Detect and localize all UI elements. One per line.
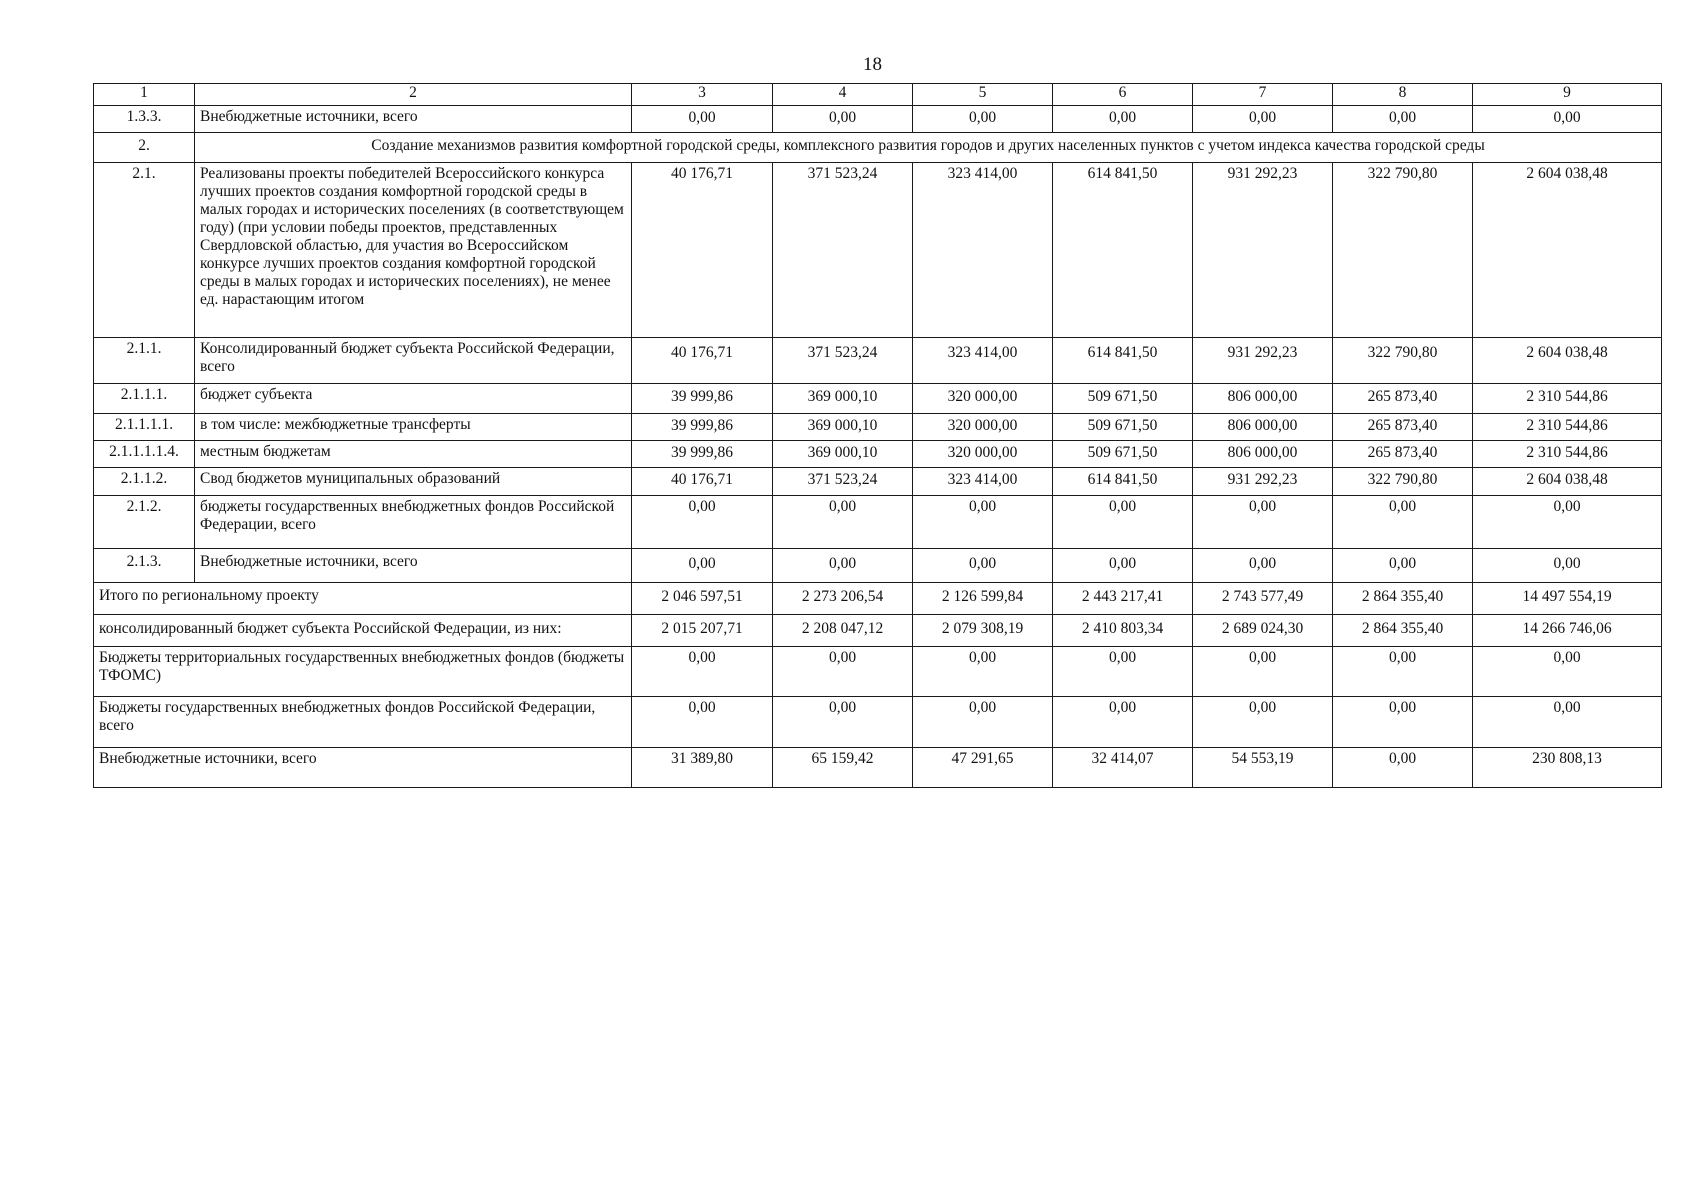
value-cell: 931 292,23 <box>1193 468 1333 496</box>
value-cell: 0,00 <box>1473 647 1662 697</box>
value-cell: 32 414,07 <box>1053 748 1193 788</box>
value-cell: 0,00 <box>773 647 913 697</box>
value-cell: 320 000,00 <box>913 384 1053 414</box>
value-cell: 2 126 599,84 <box>913 583 1053 615</box>
row-name: Реализованы проекты победителей Всероссийского конкурса лучших проектов создания комфортной городской среды в малых городах и исторических поселениях (в соответствующем году) (при условии победы проектов, представленных Свердловской областью, для участия во Всероссийском конкурсе лучших проектов создания комфортной городской среды в малых городах и исторических поселениях), не менее ед. нарастающим итогом <box>195 163 632 338</box>
value-cell: 931 292,23 <box>1193 338 1333 384</box>
value-cell: 806 000,00 <box>1193 441 1333 468</box>
table-row <box>94 549 1662 583</box>
row-code: 2.1.2. <box>94 496 195 549</box>
value-cell: 371 523,24 <box>773 468 913 496</box>
row-name: Внебюджетные источники, всего <box>195 106 632 133</box>
value-cell: 39 999,86 <box>632 441 773 468</box>
value-cell: 40 176,71 <box>632 468 773 496</box>
value-cell: 322 790,80 <box>1333 163 1473 338</box>
total-row <box>94 647 1662 697</box>
table-row <box>94 106 1662 133</box>
table-row <box>94 441 1662 468</box>
value-cell: 39 999,86 <box>632 414 773 441</box>
total-name: Итого по региональному проекту <box>94 583 632 615</box>
column-number: 3 <box>632 84 773 106</box>
value-cell: 54 553,19 <box>1193 748 1333 788</box>
column-number: 9 <box>1473 84 1662 106</box>
value-cell: 806 000,00 <box>1193 414 1333 441</box>
value-cell: 0,00 <box>1193 647 1333 697</box>
value-cell: 0,00 <box>913 496 1053 549</box>
column-number: 6 <box>1053 84 1193 106</box>
total-name: Внебюджетные источники, всего <box>94 748 632 788</box>
value-cell: 2 689 024,30 <box>1193 615 1333 647</box>
value-cell: 614 841,50 <box>1053 338 1193 384</box>
value-cell: 2 743 577,49 <box>1193 583 1333 615</box>
value-cell: 0,00 <box>1053 496 1193 549</box>
value-cell: 14 497 554,19 <box>1473 583 1662 615</box>
value-cell: 2 208 047,12 <box>773 615 913 647</box>
value-cell: 2 604 038,48 <box>1473 468 1662 496</box>
value-cell: 0,00 <box>1193 697 1333 748</box>
value-cell: 369 000,10 <box>773 384 913 414</box>
value-cell: 2 079 308,19 <box>913 615 1053 647</box>
value-cell: 509 671,50 <box>1053 441 1193 468</box>
value-cell: 2 273 206,54 <box>773 583 913 615</box>
total-name: консолидированный бюджет субъекта Российской Федерации, из них: <box>94 615 632 647</box>
section-code: 2. <box>94 133 195 163</box>
column-number: 7 <box>1193 84 1333 106</box>
value-cell: 806 000,00 <box>1193 384 1333 414</box>
row-name: Внебюджетные источники, всего <box>195 549 632 583</box>
total-row <box>94 697 1662 748</box>
value-cell: 0,00 <box>1053 549 1193 583</box>
budget-table-container <box>93 83 1661 788</box>
value-cell: 0,00 <box>773 106 913 133</box>
value-cell: 0,00 <box>1333 748 1473 788</box>
value-cell: 14 266 746,06 <box>1473 615 1662 647</box>
value-cell: 323 414,00 <box>913 338 1053 384</box>
value-cell: 0,00 <box>1473 106 1662 133</box>
value-cell: 0,00 <box>1473 549 1662 583</box>
value-cell: 0,00 <box>1333 697 1473 748</box>
row-name: бюджеты государственных внебюджетных фондов Российской Федерации, всего <box>195 496 632 549</box>
value-cell: 614 841,50 <box>1053 163 1193 338</box>
value-cell: 0,00 <box>1473 697 1662 748</box>
budget-table <box>93 83 1662 788</box>
value-cell: 2 443 217,41 <box>1053 583 1193 615</box>
value-cell: 0,00 <box>1193 106 1333 133</box>
value-cell: 2 864 355,40 <box>1333 615 1473 647</box>
value-cell: 0,00 <box>913 549 1053 583</box>
row-code: 2.1. <box>94 163 195 338</box>
value-cell: 2 410 803,34 <box>1053 615 1193 647</box>
value-cell: 323 414,00 <box>913 163 1053 338</box>
value-cell: 323 414,00 <box>913 468 1053 496</box>
value-cell: 0,00 <box>773 697 913 748</box>
value-cell: 0,00 <box>1193 496 1333 549</box>
value-cell: 0,00 <box>632 697 773 748</box>
column-number: 8 <box>1333 84 1473 106</box>
section-row <box>94 133 1662 163</box>
column-number: 5 <box>913 84 1053 106</box>
row-name: Свод бюджетов муниципальных образований <box>195 468 632 496</box>
total-name: Бюджеты государственных внебюджетных фондов Российской Федерации, всего <box>94 697 632 748</box>
page-number: 18 <box>863 54 882 75</box>
value-cell: 320 000,00 <box>913 414 1053 441</box>
row-name: местным бюджетам <box>195 441 632 468</box>
row-code: 2.1.1.1.1.4. <box>94 441 195 468</box>
row-name: бюджет субъекта <box>195 384 632 414</box>
value-cell: 369 000,10 <box>773 414 913 441</box>
value-cell: 2 864 355,40 <box>1333 583 1473 615</box>
value-cell: 0,00 <box>913 106 1053 133</box>
table-row <box>94 496 1662 549</box>
column-number-header-row <box>94 84 1662 106</box>
value-cell: 0,00 <box>1333 647 1473 697</box>
table-row <box>94 414 1662 441</box>
value-cell: 509 671,50 <box>1053 414 1193 441</box>
total-name: Бюджеты территориальных государственных внебюджетных фондов (бюджеты ТФОМС) <box>94 647 632 697</box>
row-code: 2.1.1. <box>94 338 195 384</box>
total-row <box>94 583 1662 615</box>
value-cell: 265 873,40 <box>1333 441 1473 468</box>
value-cell: 0,00 <box>773 496 913 549</box>
value-cell: 230 808,13 <box>1473 748 1662 788</box>
value-cell: 322 790,80 <box>1333 338 1473 384</box>
column-number: 2 <box>195 84 632 106</box>
value-cell: 265 873,40 <box>1333 414 1473 441</box>
value-cell: 0,00 <box>913 697 1053 748</box>
row-code: 2.1.3. <box>94 549 195 583</box>
total-row <box>94 748 1662 788</box>
column-number: 1 <box>94 84 195 106</box>
row-code: 2.1.1.1.1. <box>94 414 195 441</box>
value-cell: 39 999,86 <box>632 384 773 414</box>
table-row <box>94 163 1662 338</box>
value-cell: 0,00 <box>1053 106 1193 133</box>
value-cell: 614 841,50 <box>1053 468 1193 496</box>
value-cell: 0,00 <box>1193 549 1333 583</box>
value-cell: 0,00 <box>773 549 913 583</box>
value-cell: 371 523,24 <box>773 163 913 338</box>
value-cell: 2 310 544,86 <box>1473 414 1662 441</box>
row-code: 1.3.3. <box>94 106 195 133</box>
total-row <box>94 615 1662 647</box>
row-code: 2.1.1.2. <box>94 468 195 496</box>
value-cell: 0,00 <box>1333 106 1473 133</box>
value-cell: 0,00 <box>632 549 773 583</box>
value-cell: 369 000,10 <box>773 441 913 468</box>
value-cell: 0,00 <box>1473 496 1662 549</box>
value-cell: 371 523,24 <box>773 338 913 384</box>
row-name: Консолидированный бюджет субъекта Российской Федерации, всего <box>195 338 632 384</box>
value-cell: 40 176,71 <box>632 338 773 384</box>
value-cell: 2 310 544,86 <box>1473 384 1662 414</box>
section-title: Создание механизмов развития комфортной городской среды, комплексного развития городов и других населенных пунктов с учетом индекса качества городской среды <box>195 133 1662 163</box>
value-cell: 265 873,40 <box>1333 384 1473 414</box>
value-cell: 2 046 597,51 <box>632 583 773 615</box>
row-name: в том числе: межбюджетные трансферты <box>195 414 632 441</box>
value-cell: 931 292,23 <box>1193 163 1333 338</box>
value-cell: 320 000,00 <box>913 441 1053 468</box>
value-cell: 0,00 <box>913 647 1053 697</box>
value-cell: 65 159,42 <box>773 748 913 788</box>
table-row <box>94 468 1662 496</box>
value-cell: 2 604 038,48 <box>1473 163 1662 338</box>
value-cell: 31 389,80 <box>632 748 773 788</box>
value-cell: 0,00 <box>1053 647 1193 697</box>
value-cell: 2 604 038,48 <box>1473 338 1662 384</box>
value-cell: 0,00 <box>632 106 773 133</box>
value-cell: 2 015 207,71 <box>632 615 773 647</box>
value-cell: 0,00 <box>1333 496 1473 549</box>
value-cell: 509 671,50 <box>1053 384 1193 414</box>
value-cell: 2 310 544,86 <box>1473 441 1662 468</box>
value-cell: 47 291,65 <box>913 748 1053 788</box>
value-cell: 322 790,80 <box>1333 468 1473 496</box>
value-cell: 40 176,71 <box>632 163 773 338</box>
table-row <box>94 384 1662 414</box>
value-cell: 0,00 <box>632 647 773 697</box>
table-row <box>94 338 1662 384</box>
value-cell: 0,00 <box>632 496 773 549</box>
column-number: 4 <box>773 84 913 106</box>
value-cell: 0,00 <box>1053 697 1193 748</box>
value-cell: 0,00 <box>1333 549 1473 583</box>
row-code: 2.1.1.1. <box>94 384 195 414</box>
